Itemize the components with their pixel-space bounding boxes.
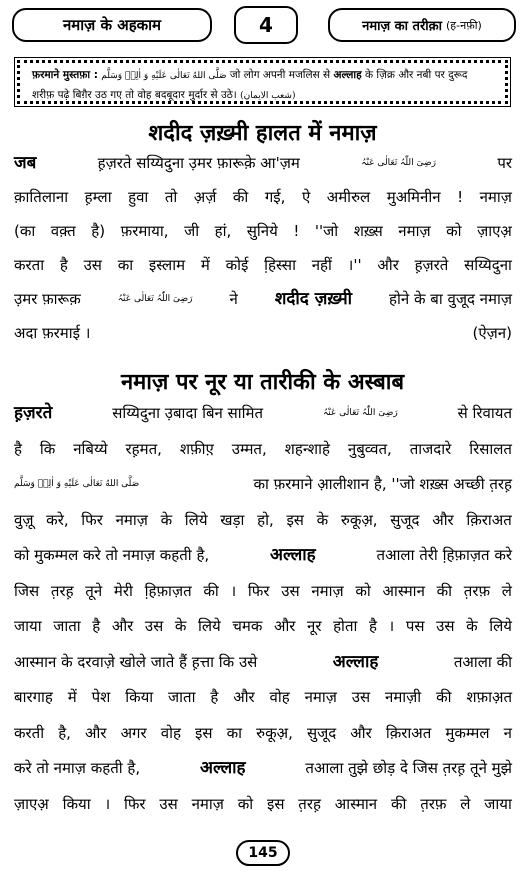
word: है <box>14 439 22 458</box>
word: रुकूअ़, <box>340 510 378 529</box>
text-segment: उ़मर फ़ारूक़ <box>14 290 81 308</box>
word: फिर <box>123 794 146 813</box>
text-line <box>14 250 512 280</box>
word: हो, <box>257 510 274 529</box>
word: और <box>233 688 255 706</box>
arabic-salutation: رَضِیَ اللّٰہُ تَعَالٰی عَنْہُ <box>322 408 398 418</box>
text-line <box>14 284 512 314</box>
word: अ़र्ज़ <box>193 188 217 206</box>
word: खड़ा <box>220 510 245 529</box>
word: की <box>203 581 219 600</box>
word: है <box>59 256 68 274</box>
hadith-quote-box <box>14 57 511 107</box>
word: सुजूद <box>390 510 420 529</box>
word: जी <box>184 222 200 240</box>
word: के <box>466 617 478 635</box>
word: मेरी <box>113 581 133 600</box>
word: रह़मत, <box>125 439 162 458</box>
word: है <box>92 617 101 635</box>
word: इस <box>195 723 213 742</box>
word: और <box>85 723 107 742</box>
text-line <box>14 718 512 748</box>
word: लिये <box>489 617 512 635</box>
word: और <box>111 617 134 635</box>
word: इस्लाम <box>148 256 186 274</box>
word: इस <box>286 510 304 529</box>
word: वुज़ू <box>14 510 34 529</box>
word: को <box>237 794 254 813</box>
word: इस <box>266 794 285 813</box>
hadith-quote-inner <box>17 60 508 104</box>
text-segment: करे तो नमाज़ कहती है, <box>14 759 141 777</box>
word: और <box>273 617 296 635</box>
word: नमाज़ <box>304 688 337 706</box>
word: चमक <box>232 617 263 635</box>
emphasized-text: अल्लाह <box>270 545 316 565</box>
text-segment: ने <box>229 290 238 308</box>
text-line <box>14 216 512 246</box>
header-book-title: नमाज़ के अहकाम <box>12 8 212 42</box>
section-1-heading: शदीद ज़ख़्मी हालत में नमाज़ <box>148 121 377 146</box>
word: हि़स्सा <box>264 256 296 274</box>
word: वोह <box>269 688 290 706</box>
word: के <box>174 617 187 635</box>
word: त़रह़ <box>298 794 321 813</box>
word: नमाज़ <box>311 581 344 600</box>
word: लिये <box>184 510 208 529</box>
word: की <box>436 581 453 600</box>
text-line <box>14 540 512 570</box>
word: नमाज़ी <box>385 688 422 706</box>
text-line <box>14 753 512 783</box>
text-segment: ह़ज़रते सय्यिदुना उ़मर फ़ारूक़े आ'ज़म <box>97 154 300 172</box>
header-chapter-number: 4 <box>234 6 298 44</box>
word: उस <box>436 617 455 635</box>
emphasized-text: शदीद ज़ख़्मी <box>274 289 353 309</box>
word: करती <box>14 723 45 742</box>
word: नमाज़ <box>191 794 224 813</box>
quote-line2-text: शरीफ़ पढ़े बिग़ैर उठ गए तो वोह बदबूदार मुर्दार से उठे। <box>32 89 237 101</box>
text-segment: का फ़रमाने आ़लीशान है, ''जो शख़्स अच्छी त़रह़ <box>253 475 512 493</box>
text-line <box>14 434 512 464</box>
word: हुवा <box>128 188 149 206</box>
word: रिसालत <box>469 439 512 458</box>
word: ! <box>293 222 300 240</box>
word: नबिय्ये <box>73 439 108 458</box>
text-line <box>14 398 512 428</box>
word: उस <box>281 581 300 600</box>
word: फिर <box>81 510 103 529</box>
word: जाता <box>168 688 196 706</box>
word: क़िराअत <box>385 723 432 742</box>
word: करता <box>14 256 45 274</box>
text-line <box>14 789 512 819</box>
word: नमाज़ <box>115 510 148 529</box>
text-segment: होने के बा वुजूद नमाज़ <box>389 290 512 308</box>
word: आस्मान <box>382 581 425 600</box>
word: त़रफ़ <box>420 794 447 813</box>
word: सय्यिदुना <box>464 256 512 274</box>
word: ।'' <box>347 256 362 274</box>
quote-line1-end: के ज़िक्र और नबी पर दुरूद <box>365 69 468 81</box>
word: वोह <box>160 723 181 742</box>
section-2-heading: नमाज़ पर नूर या तारीकी के अस्बाब <box>120 370 405 395</box>
emphasized-text: ह़ज़रते <box>14 403 53 423</box>
arabic-salutation: صَلَّى اللهُ تَعَالٰى عَلَيْهِ وَ اٰلِهٖ وَسَلَّم <box>14 479 140 489</box>
text-segment: तआला तेरी हि़फ़ाज़त करे <box>376 546 512 564</box>
word: को <box>355 581 371 600</box>
emphasized-text: जब <box>14 153 37 173</box>
word: जाया <box>14 617 42 635</box>
word: होता <box>333 617 358 635</box>
word: पेश <box>91 688 111 706</box>
word: शख़्स <box>353 222 383 240</box>
word: ताजदारे <box>409 439 452 458</box>
arabic-salutation: رَضِیَ اللّٰہُ تَعَالٰی عَنْہُ <box>361 158 436 168</box>
word: न <box>503 723 512 742</box>
text-line <box>14 647 512 677</box>
word: तो <box>164 188 178 206</box>
word: के <box>316 510 329 529</box>
text-line <box>14 682 512 712</box>
quote-label: फ़रमाने मुस्तफ़ा : <box>32 69 98 81</box>
text-segment: तआला तुझे छोड़ दे जिस त़रह़ तूने मुझे <box>305 759 512 777</box>
arabic-salutation: رَضِیَ اللّٰہُ تَعَالٰی عَنْہُ <box>117 294 193 304</box>
word: तूने <box>85 581 103 600</box>
word: है <box>368 617 377 635</box>
word: । <box>230 581 237 600</box>
word: नुबुव्वत, <box>347 439 392 458</box>
header-section-subtitle: (ह-नफ़ी) <box>446 18 482 32</box>
text-line <box>14 611 512 641</box>
text-line <box>14 576 512 606</box>
word: (का <box>14 222 36 240</box>
word: गई, <box>264 188 286 206</box>
word: के <box>160 510 173 529</box>
word: में <box>200 256 210 274</box>
text-segment: पर <box>497 154 512 172</box>
word: पस <box>405 617 425 635</box>
word: की <box>390 794 407 813</box>
quote-salutation: صَلَّى اللهُ تَعَالٰى عَلَيْهِ وَ اٰلِهٖ وَسَلَّم <box>101 71 227 81</box>
word: कोई <box>225 256 249 274</box>
emphasized-text: अल्लाह <box>332 651 379 672</box>
text-segment: से रिवायत <box>457 404 512 422</box>
word: मुअमिनीन <box>386 188 441 206</box>
word: में <box>67 688 77 706</box>
word: ह़म्ला <box>84 188 112 206</box>
text-line <box>14 318 512 348</box>
word: । <box>388 617 395 635</box>
word: रुकूअ़, <box>256 723 293 742</box>
word: ! <box>457 188 464 206</box>
footer-page-number: 145 <box>236 840 290 866</box>
word: ज़ाएअ़ <box>14 794 49 813</box>
reference-label: (ऐज़न) <box>472 324 512 342</box>
word: उम्मत, <box>231 439 267 458</box>
word: । <box>104 794 111 813</box>
emphasized-text: अल्लाह <box>199 758 246 778</box>
word: वक़्त <box>50 222 76 240</box>
word: को <box>446 222 462 240</box>
word: हां, <box>214 222 232 240</box>
word: नूर <box>307 617 322 635</box>
word: करे, <box>46 510 69 529</box>
word: जाता <box>53 617 81 635</box>
text-line <box>14 505 512 535</box>
word: फ़रमाया, <box>120 222 169 240</box>
word: त़रफ़ <box>463 581 491 600</box>
word: का <box>117 256 134 274</box>
word: फिर <box>247 581 270 600</box>
word: ''जो <box>314 222 339 240</box>
word: जाया <box>484 794 512 813</box>
word: उस <box>351 688 371 706</box>
word: ऐ <box>301 188 311 206</box>
word: उस <box>83 256 102 274</box>
word: कि <box>39 439 56 458</box>
text-line <box>14 469 512 499</box>
word: का <box>226 723 243 742</box>
word: ह़ज़रते <box>414 256 449 274</box>
word: ज़ाएअ़ <box>477 222 512 240</box>
header-section-title-main: नमाज़ का तरीक़ा <box>362 19 443 34</box>
word: मुकम्मल <box>445 723 490 742</box>
word: की <box>436 688 452 706</box>
word: लिये <box>197 617 221 635</box>
word: ले <box>501 581 512 600</box>
word: है <box>210 688 219 706</box>
word: की <box>232 188 249 206</box>
word: त़रह़ <box>50 581 74 600</box>
header-section-title <box>328 8 516 42</box>
word: हि़फ़ाज़त <box>144 581 192 600</box>
text-line <box>14 182 512 212</box>
text-segment: आस्मान के दरवाज़े खोले जाते हैं ह़त्ता कि उसे <box>14 652 258 671</box>
word: नमाज़ <box>479 188 512 206</box>
text-segment: तआला की <box>453 652 512 671</box>
quote-source: (شعب الایمان) <box>240 91 296 101</box>
text-segment: सय्यिदुना उ़बादा बिन सामित <box>112 404 264 422</box>
word: आस्मान <box>334 794 378 813</box>
word: नहीं <box>311 256 332 274</box>
word: नमाज़ <box>398 222 431 240</box>
word: किया <box>62 794 91 813</box>
word: और <box>432 510 454 529</box>
text-segment: को मुकम्मल करे तो नमाज़ कहती है, <box>14 546 210 564</box>
word: है, <box>58 723 71 742</box>
quote-line-1 <box>32 66 495 86</box>
word: अमीरुल <box>326 188 371 206</box>
word: उस <box>159 794 178 813</box>
word: सुजूद <box>306 723 337 742</box>
text-segment: अदा फ़रमाई । <box>14 324 91 342</box>
word: उस <box>144 617 164 635</box>
word: शफ़ीए़ <box>179 439 214 458</box>
word: शफ़ाअ़त <box>466 688 512 706</box>
word: जिस <box>14 581 40 600</box>
quote-line-2 <box>32 86 495 104</box>
quote-line1-text: जो लोग अपनी मजलिस से <box>229 69 331 81</box>
word: शहन्शाहे <box>284 439 330 458</box>
word: और <box>350 723 372 742</box>
word: ले <box>460 794 471 813</box>
word: क़िराअत <box>466 510 512 529</box>
quote-line1-bold: अल्लाह <box>333 69 362 81</box>
word: क़ातिलाना <box>14 188 69 206</box>
text-line <box>14 148 512 178</box>
word: और <box>377 256 399 274</box>
word: अगर <box>120 723 147 742</box>
word: है) <box>91 222 106 240</box>
word: किया <box>125 688 154 706</box>
word: सुनिये <box>246 222 278 240</box>
word: बारगाह <box>14 688 53 706</box>
